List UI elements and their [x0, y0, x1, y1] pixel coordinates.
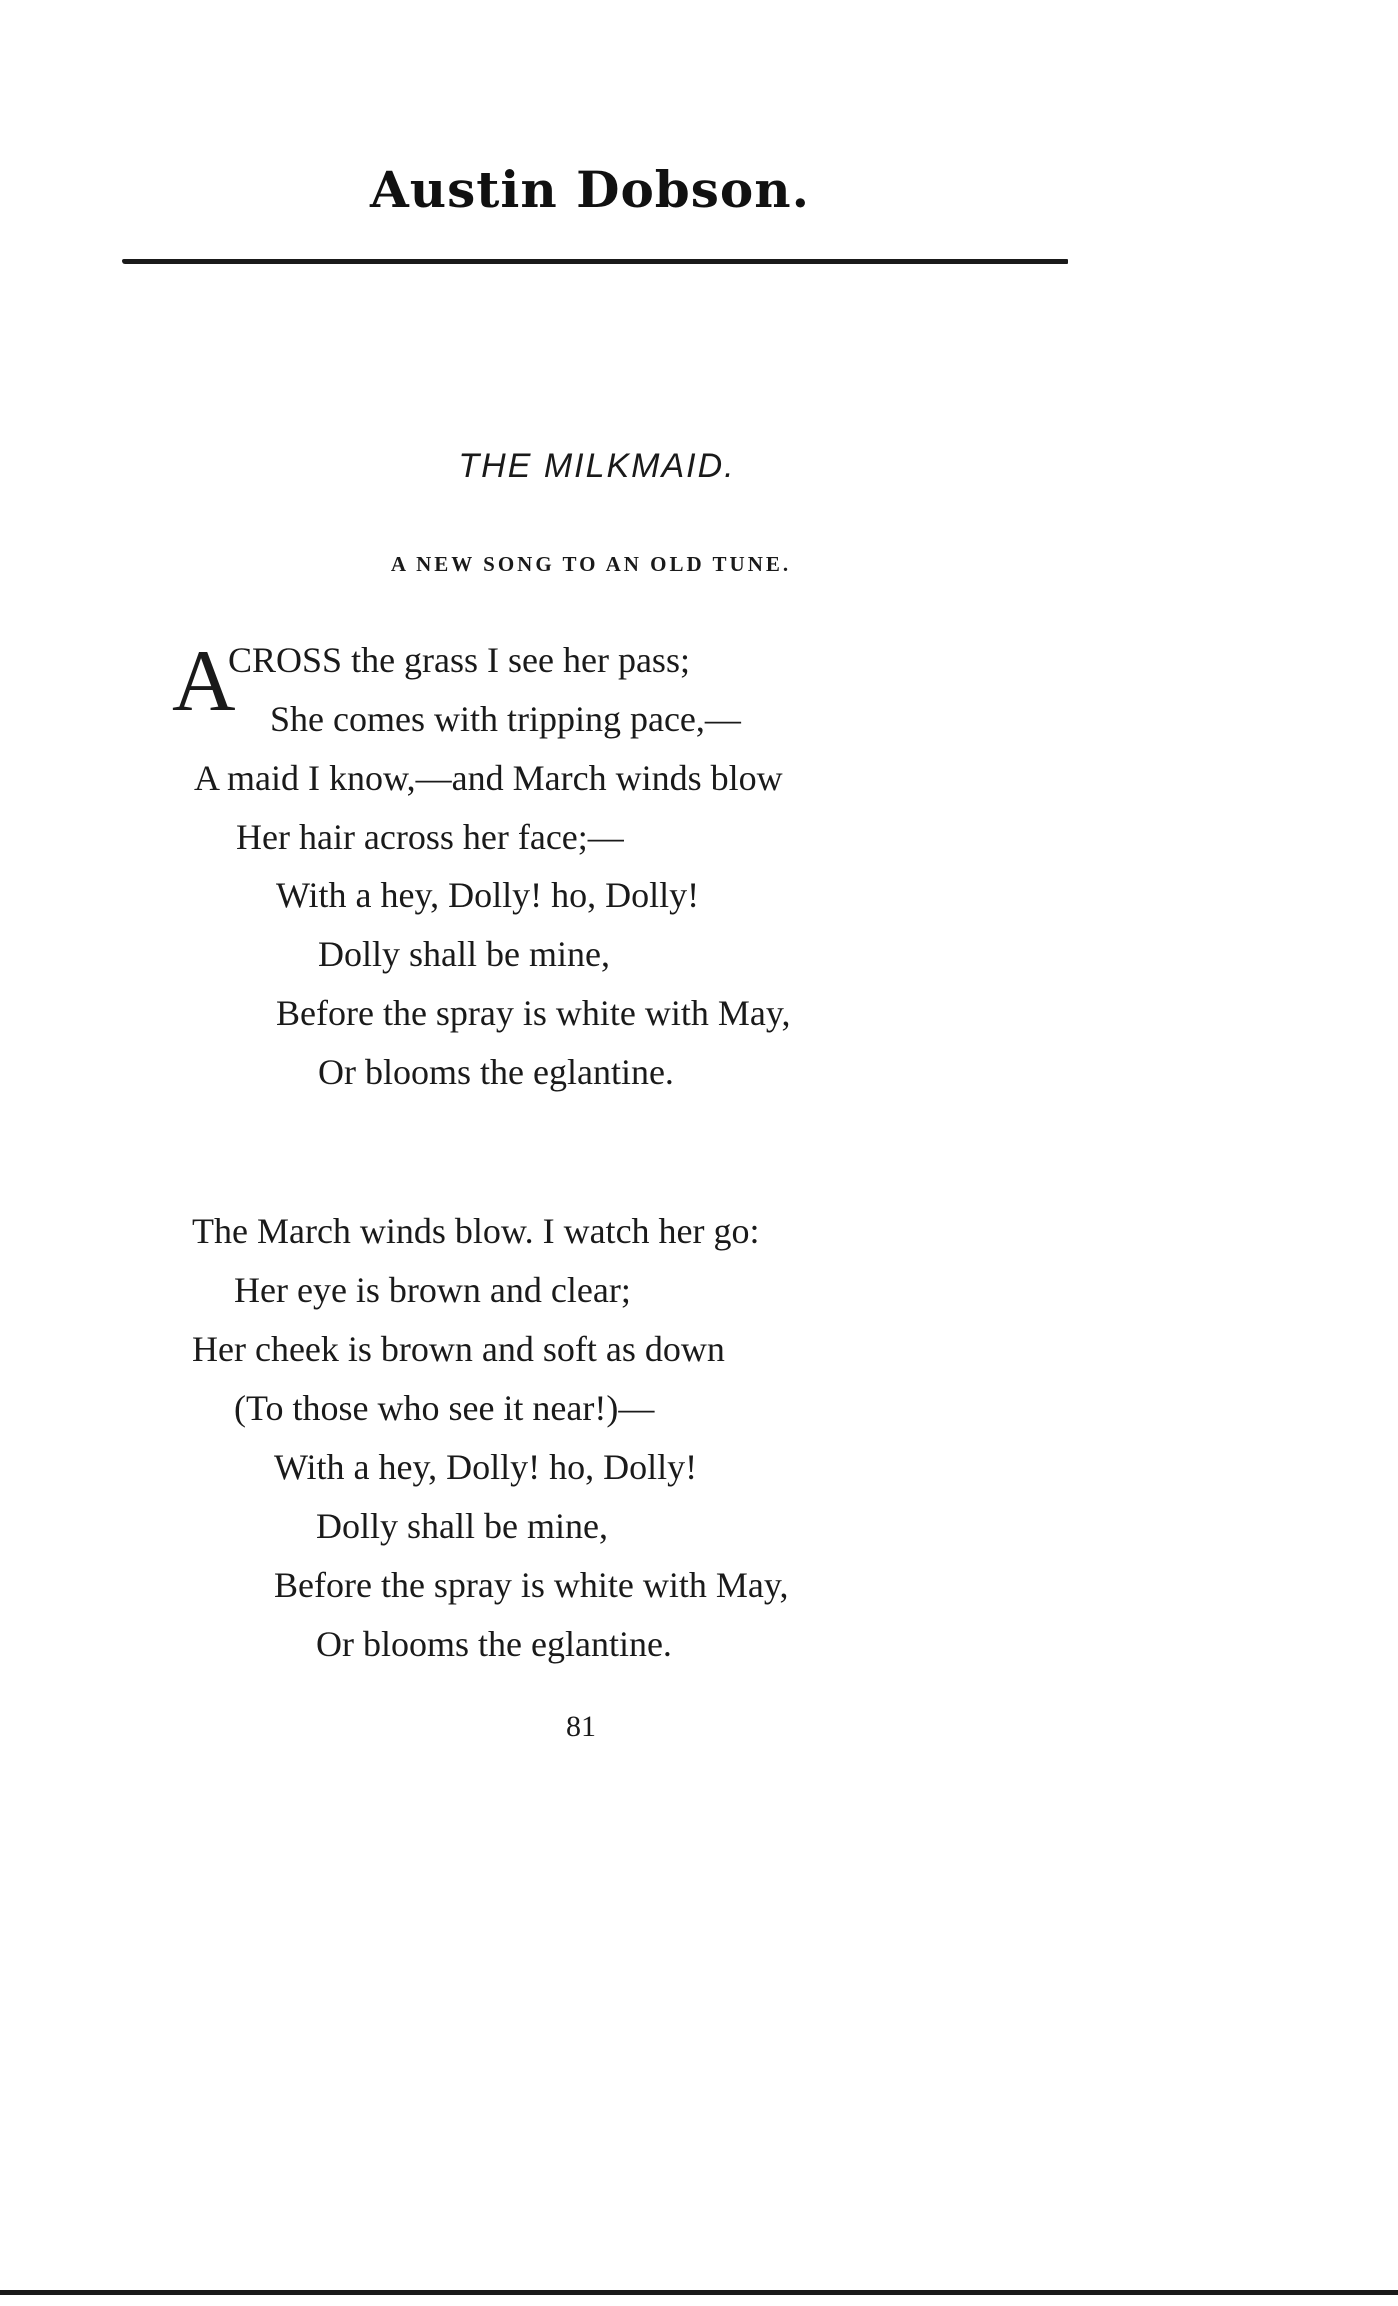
- poem-line: With a hey, Dolly! ho, Dolly!: [276, 875, 700, 915]
- running-head: Austin Dobson.: [369, 160, 811, 219]
- poem-line: A maid I know,—and March winds blow: [194, 758, 783, 798]
- poem-line: Or blooms the eglantine.: [316, 1624, 672, 1664]
- poem-line: Dolly shall be mine,: [316, 1506, 608, 1546]
- poem-line: Her eye is brown and clear;: [234, 1270, 631, 1310]
- poem-line: Her hair across her face;—: [236, 817, 624, 857]
- page-number: 81: [566, 1710, 596, 1743]
- drop-cap: A: [172, 633, 236, 730]
- poem-line: She comes with tripping pace,—: [270, 699, 741, 739]
- poem-line: Dolly shall be mine,: [318, 934, 610, 974]
- poem-line: Or blooms the eglantine.: [318, 1052, 674, 1092]
- poem-line: Before the spray is white with May,: [276, 993, 791, 1033]
- poem-line: (To those who see it near!)—: [234, 1388, 655, 1428]
- poem-line: The March winds blow. I watch her go:: [192, 1211, 760, 1251]
- bottom-edge-rule: [0, 2290, 1398, 2295]
- poem-line: Her cheek is brown and soft as down: [192, 1329, 725, 1369]
- poem-subtitle: A NEW SONG TO AN OLD TUNE.: [390, 552, 792, 576]
- poem-line: Before the spray is white with May,: [274, 1565, 789, 1605]
- poem-title: THE MILKMAID.: [458, 447, 736, 485]
- poem-line: CROSS the grass I see her pass;: [228, 640, 690, 680]
- poem-line: With a hey, Dolly! ho, Dolly!: [274, 1447, 698, 1487]
- header-rule: [122, 259, 1068, 264]
